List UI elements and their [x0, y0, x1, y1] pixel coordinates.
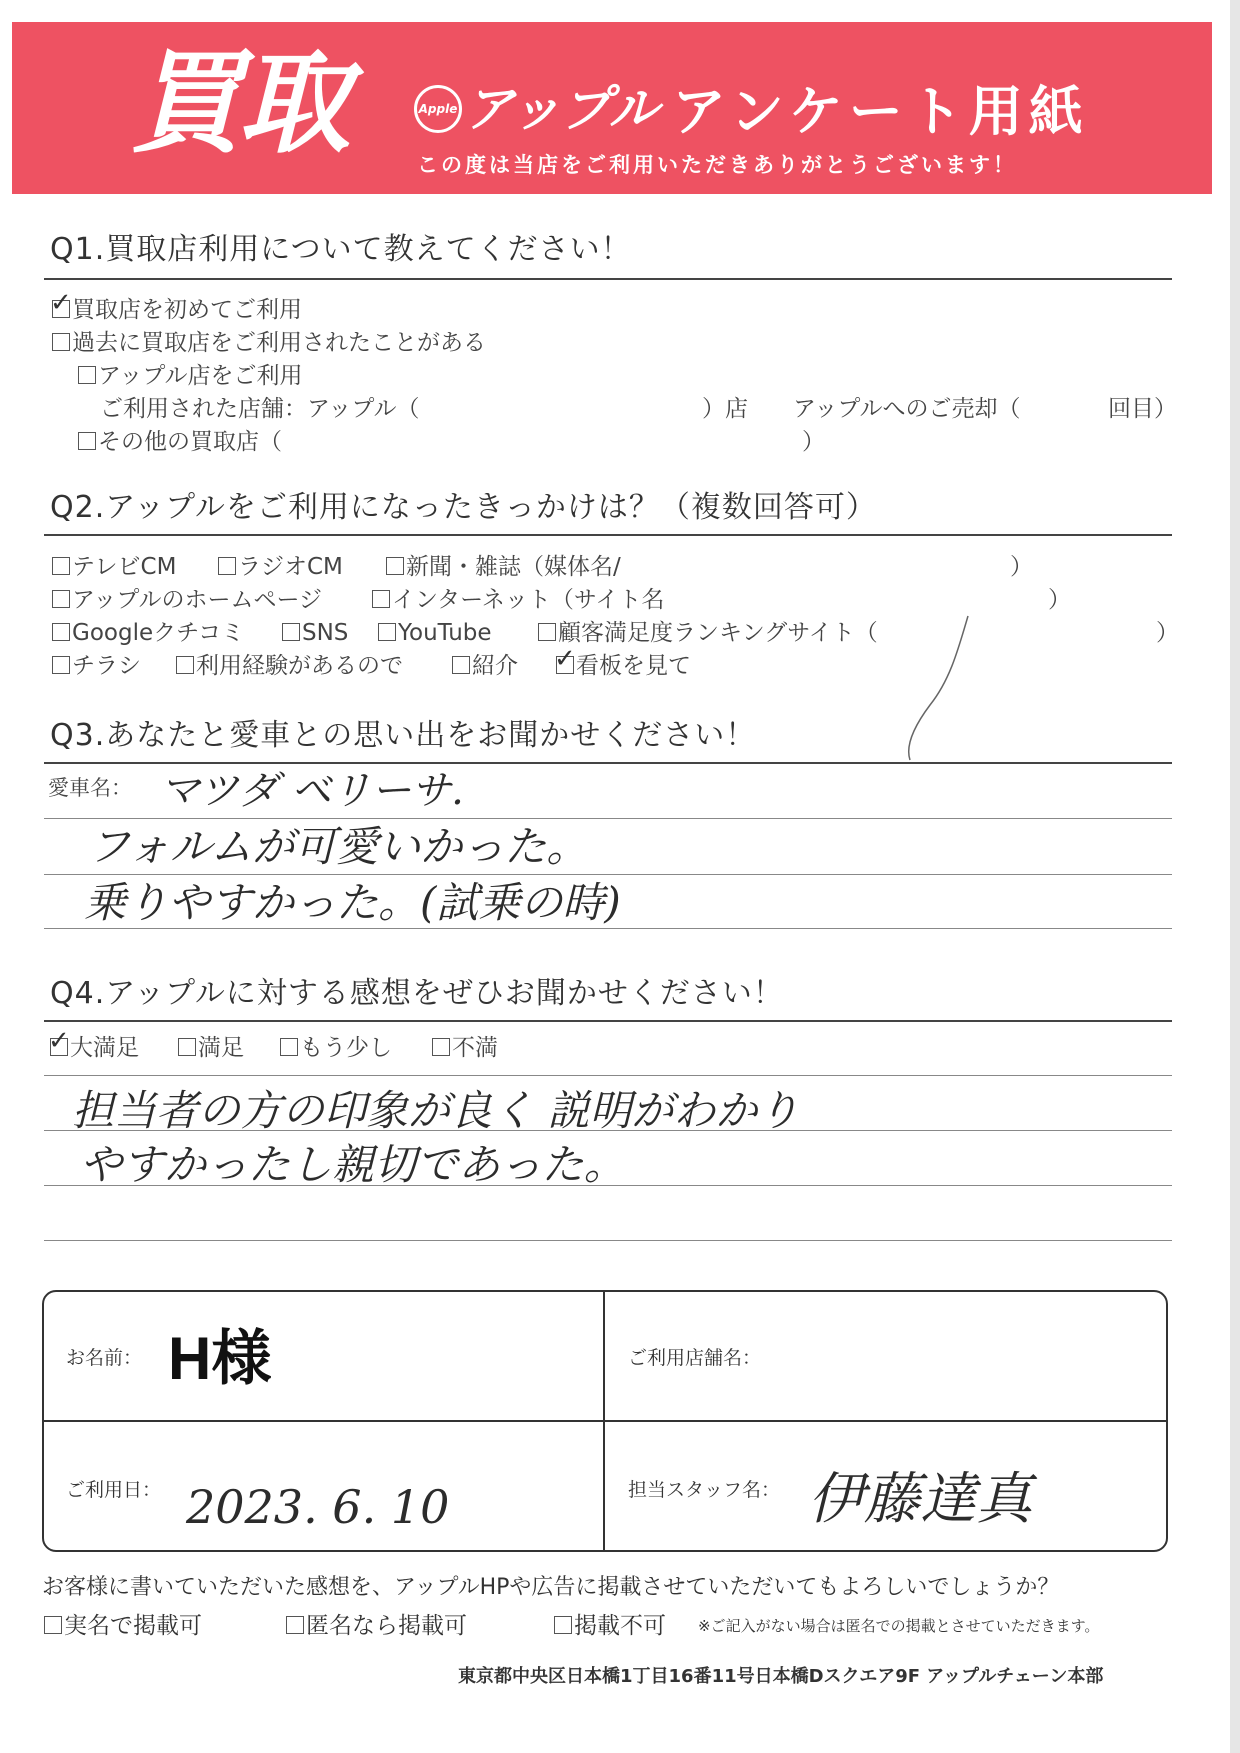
- q1-past-label: 過去に買取店をご利用されたことがある: [72, 330, 486, 356]
- q1-first-label: 買取店を初めてご利用: [72, 297, 302, 323]
- q4-answer-line1: 担当者の方の印象が良く 説明がわかり: [72, 1086, 800, 1135]
- q4-bit-more-label: もう少し: [300, 1035, 392, 1061]
- company-address: 東京都中央区日本橋1丁目16番11号日本橋Dスクエア9F アップルチェーン本部: [458, 1666, 1104, 1687]
- answer-line: [44, 1130, 1172, 1131]
- consent-no-checkbox[interactable]: [554, 1616, 572, 1634]
- q4-very-satisfied-checkbox[interactable]: [50, 1038, 68, 1056]
- consent-note: ※ご記入がない場合は匿名での掲載とさせていただきます。: [698, 1617, 1100, 1635]
- date-value: 2023. 6. 10: [186, 1480, 450, 1534]
- q1-apple-label: アップル店をご利用: [98, 363, 303, 389]
- answer-line: [44, 1240, 1172, 1241]
- car-name-value: マツダ ベリーサ.: [160, 768, 464, 814]
- q2-newspaper-label: 新聞・雑誌（媒体名/: [406, 554, 621, 580]
- q4-dissatisfied-checkbox[interactable]: [432, 1038, 450, 1056]
- answer-line: [44, 928, 1172, 929]
- consent-option-real-name[interactable]: [44, 1612, 202, 1640]
- q4-answer-line2: やすかったし親切であった。: [80, 1140, 626, 1189]
- q3-rule: [44, 762, 1172, 764]
- q1-title: Q1.買取店利用について教えてください！: [50, 232, 632, 267]
- q4-dissatisfied-label: 不満: [452, 1035, 498, 1061]
- staff-label: 担当スタッフ名：: [628, 1479, 781, 1501]
- answer-line: [44, 818, 1172, 819]
- consent-option-anonymous[interactable]: [286, 1612, 467, 1640]
- consent-real-name-label: 実名で掲載可: [64, 1613, 202, 1639]
- q1-store-suffix: ）店: [702, 396, 748, 422]
- q1-store-prefix: ご利用された店舗：アップル（: [100, 396, 420, 422]
- q4-option-satisfied[interactable]: [178, 1034, 244, 1062]
- q4-title: Q4.アップルに対する感想をぜひお聞かせください！: [50, 976, 784, 1011]
- answer-line: [44, 1185, 1172, 1186]
- form-title: アンケート用紙: [672, 80, 1089, 143]
- q2-radio-label: ラジオCM: [238, 554, 343, 580]
- consent-question: お客様に書いていただいた感想を、アップルHPや広告に掲載させていただいてもよろしいでしょうか？: [42, 1575, 1060, 1600]
- name-value: H様: [168, 1325, 272, 1392]
- q2-referral-label: 紹介: [472, 653, 518, 679]
- answer-line: [44, 1075, 1172, 1076]
- q2-sns-label: SNS: [302, 620, 349, 646]
- q2-internet-close: ）: [1048, 587, 1071, 613]
- q2-flyer-label: チラシ: [72, 653, 141, 679]
- q1-other-close: ）: [802, 429, 825, 455]
- date-label: ご利用日：: [66, 1479, 162, 1501]
- q4-rule: [44, 1020, 1172, 1022]
- brand-name: アップル: [464, 80, 659, 138]
- store-name-label: ご利用店舗名：: [628, 1347, 762, 1369]
- q1-sale-count-suffix: 回目）: [1108, 396, 1177, 422]
- staff-value: 伊藤達真: [808, 1467, 1032, 1532]
- q3-title: Q3.あなたと愛車との思い出をお聞かせください！: [50, 718, 757, 753]
- q3-answer-line2: 乗りやすかった。(試乗の時): [84, 878, 621, 927]
- consent-option-no[interactable]: [554, 1612, 666, 1640]
- q2-experience-label: 利用経験があるので: [196, 653, 403, 679]
- q2-tv-label: テレビCM: [72, 554, 177, 580]
- q2-title: Q2.アップルをご利用になったきっかけは？（複数回答可）: [50, 490, 877, 525]
- q4-option-dissatisfied[interactable]: [432, 1034, 498, 1062]
- q2-ranking-close: ）: [1156, 620, 1179, 646]
- consent-anonymous-checkbox[interactable]: [286, 1616, 304, 1634]
- q4-satisfied-label: 満足: [198, 1035, 244, 1061]
- q2-newspaper-close: ）: [1010, 554, 1033, 580]
- consent-no-label: 掲載不可: [574, 1613, 666, 1639]
- q4-satisfied-checkbox[interactable]: [178, 1038, 196, 1056]
- answer-line: [44, 874, 1172, 875]
- q4-option-very-satisfied[interactable]: [50, 1034, 139, 1062]
- thanks-message: この度は当店をご利用いただきありがとうございます！: [417, 153, 1017, 177]
- name-label: お名前：: [66, 1347, 143, 1369]
- q2-google-label: Googleクチコミ: [72, 620, 245, 646]
- q2-ranking-label: 顧客満足度ランキングサイト（: [558, 620, 878, 646]
- car-name-label: 愛車名：: [48, 776, 132, 800]
- q1-sale-count-prefix: アップルへのご売却（: [793, 396, 1021, 422]
- q2-signboard-label: 看板を見て: [576, 653, 691, 679]
- apple-logo-icon: Apple: [414, 85, 462, 133]
- kaitori-logo: 買取: [130, 39, 346, 169]
- q2-internet-label: インターネット（サイト名: [392, 587, 665, 613]
- q2-homepage-label: アップルのホームページ: [72, 587, 323, 613]
- q4-very-satisfied-label: 大満足: [70, 1035, 139, 1061]
- info-divider-horizontal: [44, 1420, 1166, 1422]
- consent-real-name-checkbox[interactable]: [44, 1616, 62, 1634]
- consent-anonymous-label: 匿名なら掲載可: [306, 1613, 467, 1639]
- q3-answer-line1: フォルムが可愛いかった。: [88, 822, 589, 871]
- q4-bit-more-checkbox[interactable]: [280, 1038, 298, 1056]
- q1-other-label: その他の買取店（: [98, 429, 282, 455]
- q4-option-bit-more[interactable]: [280, 1034, 392, 1062]
- q2-youtube-label: YouTube: [398, 620, 492, 646]
